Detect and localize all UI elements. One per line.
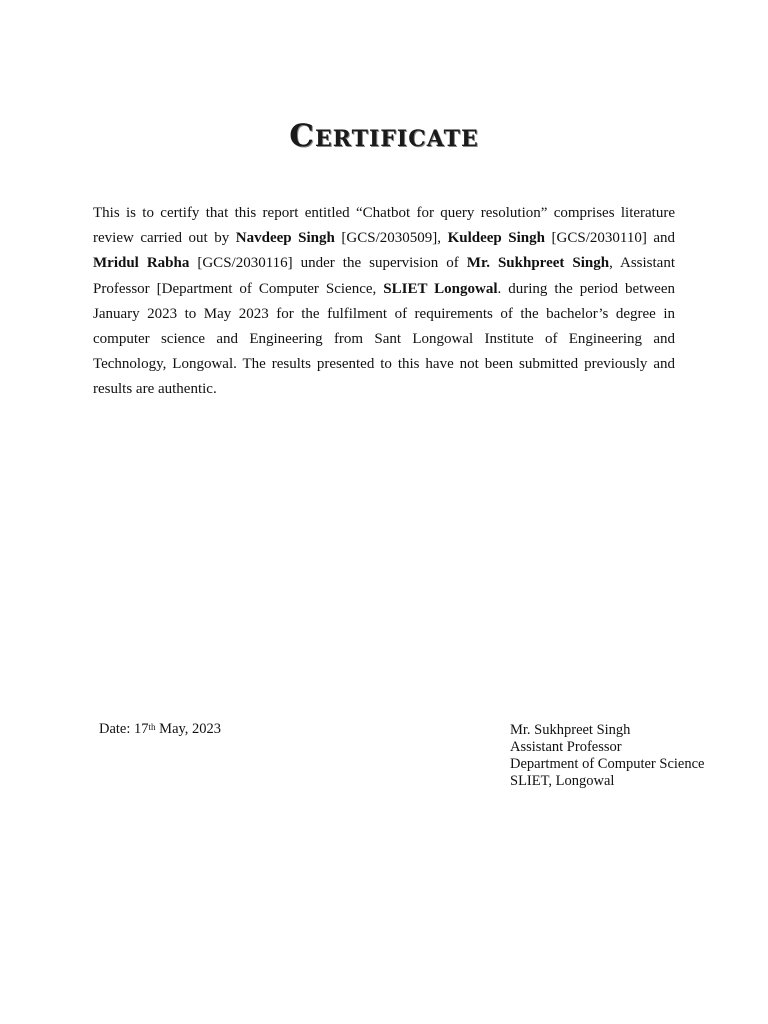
supervisor-name: Mr. Sukhpreet Singh [466, 255, 610, 272]
body-text-segment: , Assistant Professor [Department of Computer Science, [93, 255, 676, 297]
body-text-segment: . during the period between January 2023 to May 2023 for the fulfilment of requirements of the bachelor’s degree in computer science and Engineering from Sant Longowal Institute of Engineering and Technology, Longowal. The results presented to this have not been submitted previously and results are authentic. [93, 280, 675, 398]
body-text-segment: [GCS/2030116] under the supervision of [189, 255, 467, 272]
signatory-designation: Assistant Professor [510, 739, 622, 755]
body-text-segment: [GCS/2030509], [334, 230, 448, 247]
institute-name: SLIET Longowal [383, 280, 498, 297]
body-text-segment: This is to certify that this report entitled “Chatbot for query resolution” comprises literature review carried out by [93, 205, 675, 247]
signatory-department: Department of Computer Science [510, 756, 705, 772]
page-title: Certificate [289, 118, 479, 154]
student-name: Navdeep Singh [235, 230, 335, 247]
date-rest: May, 2023 [155, 721, 222, 737]
body-text-segment: [GCS/2030110] and [544, 230, 676, 247]
date-line [99, 720, 221, 738]
student-name: Kuldeep Singh [447, 230, 545, 247]
signature-block [510, 722, 704, 790]
date-ordinal-suffix: th [148, 722, 156, 732]
signatory-institution: SLIET, Longowal [510, 773, 615, 789]
certificate-body [93, 201, 675, 403]
signatory-name: Mr. Sukhpreet Singh [510, 722, 631, 738]
date-prefix: Date: 17 [99, 721, 149, 737]
student-name: Mridul Rabha [93, 255, 190, 272]
